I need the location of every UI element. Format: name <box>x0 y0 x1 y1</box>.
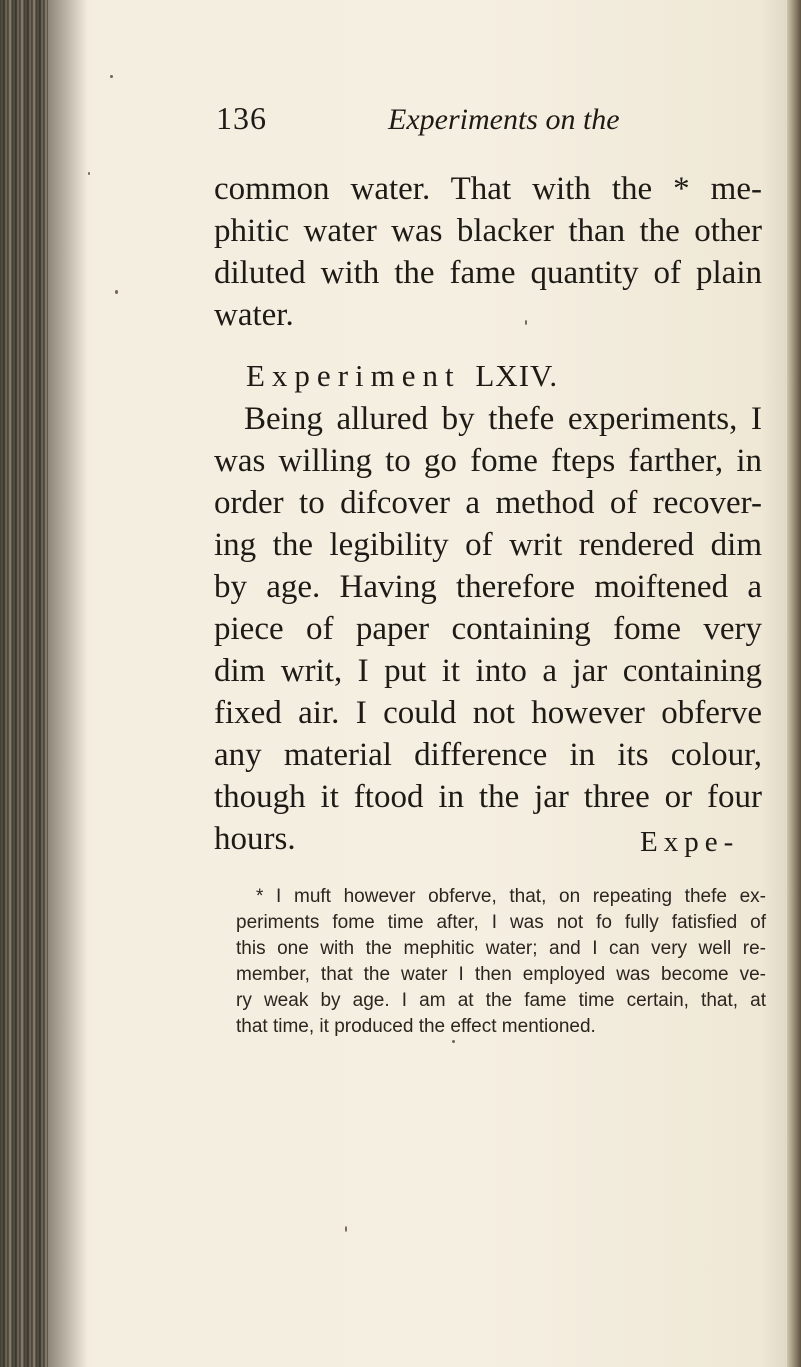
paper-speck <box>525 320 527 325</box>
text-line: dim writ, I put it into a jar containing <box>214 653 762 689</box>
paper-speck <box>110 75 113 78</box>
paper-speck <box>452 1040 455 1043</box>
heading-word: Experiment <box>246 358 461 393</box>
page-edge <box>787 0 801 1367</box>
paragraph-2 <box>214 398 762 860</box>
footnote <box>236 884 766 1040</box>
page-number: 136 <box>216 100 267 136</box>
footnote-line: * I muft however obferve, that, on repeating thefe ex- <box>256 886 766 907</box>
text-line: common water. That with the * me- <box>214 171 762 207</box>
text-line: by age. Having therefore moiftened a <box>214 569 762 605</box>
footnote-line: this one with the mephitic water; and I can very well re- <box>236 938 766 959</box>
paper-speck <box>345 1226 347 1232</box>
text-line: diluted with the fame quantity of plain <box>214 255 762 291</box>
text-line: order to difcover a method of recover- <box>214 485 762 521</box>
paragraph-1 <box>214 168 762 336</box>
heading-number: LXIV. <box>475 358 559 393</box>
text-line: any material difference in its colour, <box>214 737 762 773</box>
page-header <box>216 100 736 150</box>
footnote-line: that time, it produced the effect mentioned. <box>236 1016 596 1037</box>
text-line: ing the legibility of writ rendered dim <box>214 527 762 563</box>
text-line: hours. <box>214 821 296 857</box>
text-line: Being allured by thefe experiments, I <box>244 401 762 437</box>
book-binding <box>0 0 48 1367</box>
footnote-line: ry weak by age. I am at the fame time certain, that, at <box>236 990 766 1011</box>
footnote-line: member, that the water I then employed was become ve- <box>236 964 766 985</box>
text-line: phitic water was blacker than the other <box>214 213 762 249</box>
footnote-line: periments fome time after, I was not fo fully fatisfied of <box>236 912 766 933</box>
running-head: Experiments on the <box>388 103 620 136</box>
section-heading <box>246 358 558 394</box>
text-line: piece of paper containing fome very <box>214 611 762 647</box>
text-line: was willing to go fome fteps farther, in <box>214 443 762 479</box>
text-line: water. <box>214 297 294 333</box>
catchword: Expe- <box>640 826 740 858</box>
text-line: though it ftood in the jar three or four <box>214 779 762 815</box>
gutter-shadow <box>48 0 88 1367</box>
paper-speck <box>115 290 118 294</box>
text-line: fixed air. I could not however obferve <box>214 695 762 731</box>
paper-speck <box>88 172 90 175</box>
